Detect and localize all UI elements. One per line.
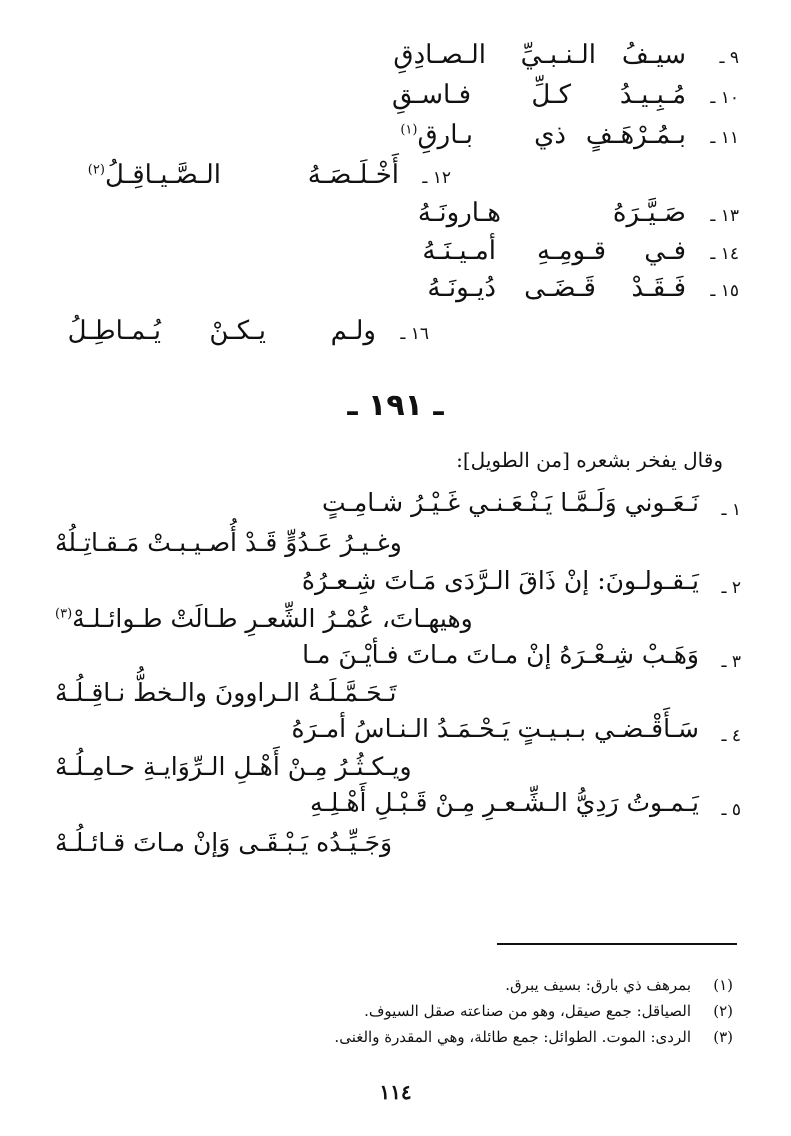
- poem-word: هـارونَـهُ: [417, 198, 501, 228]
- verse-second-hemistich: وَجَـيِّـدُه يَـبْـقَـى وَإنْ مـاتَ قـائـلُـهْ: [55, 828, 393, 857]
- poem-line: [0, 236, 791, 276]
- line-number: ١٢ ـ: [422, 168, 451, 188]
- poem-word: سيـفُ: [621, 40, 686, 70]
- verse-second-hemistich: وغـيـرُ عَـدُوٍّ قَـدْ أُصـيـبـتْ مَـقـاتِـلُهْ: [55, 528, 402, 557]
- poem-word: فـاسـقِ: [391, 80, 471, 110]
- verse-second-hemistich: تَـحَـمَّـلَـهُ الـراوونَ والـخطُّ نـاقِـلُـهْ: [55, 678, 397, 707]
- verse-first-hemistich: يَـمـوتُ رَدِيُّ الـشِّـعـرِ مِـنْ قَـبْـلِ أَهْـلِـهِ: [310, 788, 699, 817]
- poem-word: بـمُـرْهَـفٍ: [585, 120, 686, 150]
- footnote-text: بمرهف ذي بارق: بسيف يبرق.: [505, 976, 691, 994]
- footnote-number: (٢): [713, 1002, 733, 1020]
- poem-word: أَخْـلَـصَـهُ: [307, 160, 399, 190]
- verse-first-hemistich: نَـعَـوني وَلَـمَّـا يَـنْـعَـنـي غَـيْـرُ شـامِـتٍ: [321, 488, 699, 517]
- poem-word: ذي: [534, 120, 566, 150]
- poem-word: قـومِـهِ: [537, 236, 606, 266]
- verse-number: ٥ ـ: [721, 800, 741, 820]
- verse-number: ٣ ـ: [721, 652, 741, 672]
- poem-word: دُيـونَـهُ: [427, 273, 496, 303]
- poem-word: يُـمـاطِـلُ: [67, 316, 161, 346]
- poem-word: مُـبِـيـدُ: [619, 80, 686, 110]
- poem-word: الـنـبـيِّ: [520, 40, 596, 70]
- verse-number: ٢ ـ: [721, 578, 741, 598]
- line-number: ١٣ ـ: [710, 206, 739, 226]
- footnote-marker: (١): [400, 122, 418, 138]
- poem-word: الـصـادِقِ: [393, 40, 486, 70]
- footnote-separator: [497, 943, 737, 945]
- poem-word: أمـيـنَـهُ: [422, 236, 496, 266]
- verse-number: ١ ـ: [721, 500, 741, 520]
- footnote-number: (١): [713, 976, 733, 994]
- verse-second-hemistich: ويـكـثُـرُ مِـنْ أَهْـلِ الـرِّوَايـةِ حـامِـلُـهْ: [55, 752, 412, 781]
- page-number: ١١٤: [379, 1080, 412, 1104]
- poem-word: قَـضَـى: [524, 273, 596, 303]
- line-number: ١٦ ـ: [400, 324, 429, 344]
- poem-word: كـلِّ: [531, 80, 571, 110]
- poem-line: [0, 160, 791, 200]
- poem-word: فَـقَـدْ: [631, 273, 686, 303]
- line-number: ١٤ ـ: [710, 244, 739, 264]
- poem-line: [0, 316, 791, 356]
- section-number: ـ ١٩١ ـ: [347, 388, 444, 423]
- poem-word: بـارقِ$^{(١)}$: [400, 120, 473, 150]
- poem-line: [0, 80, 791, 120]
- poem-intro: وقال يفخر بشعره [من الطويل]:: [456, 448, 723, 472]
- footnote: [60, 976, 733, 998]
- footnote: [60, 1028, 733, 1050]
- poem-word: يـكـنْ: [209, 316, 266, 346]
- line-number: ١١ ـ: [710, 128, 739, 148]
- footnote-text: الردى: الموت. الطوائل: جمع طائلة، وهي المقدرة والغنى.: [334, 1028, 691, 1046]
- verse-first-hemistich: وَهَـبْ شِـعْـرَهُ إنْ مـاتَ مـاتَ فـأيْـنَ مـا: [302, 640, 699, 669]
- poem-line: [0, 273, 791, 313]
- poem-line: [0, 40, 791, 80]
- line-number: ٩ ـ: [719, 48, 739, 68]
- footnote-marker: (٢): [87, 162, 105, 178]
- verse-number: ٤ ـ: [721, 726, 741, 746]
- poem-word: فـي: [644, 236, 686, 266]
- line-number: ١٠ ـ: [710, 88, 739, 108]
- line-number: ١٥ ـ: [710, 281, 739, 301]
- footnote-marker: (٣): [55, 606, 73, 622]
- poem-word: صَـيَّـرَهُ: [612, 198, 686, 228]
- verse-first-hemistich: سَـأَقْـضـي بـبـيـتٍ يَـحْـمَـدُ الـنـاسُ أمـرَهُ: [291, 714, 699, 743]
- verse-second-hemistich: وهيهـاتَ، عُمْـرُ الشِّعـرِ طـالَتْ طـوائـلـهْ$^{(٣)}$: [55, 604, 473, 633]
- poem-word: الـصَّـيـاقِـلُ$^{(٢)}$: [87, 160, 221, 190]
- footnote-number: (٣): [713, 1028, 733, 1046]
- poem-line: [0, 198, 791, 238]
- footnote-text: الصياقل: جمع صيقل، وهو من صناعته صقل السيوف.: [364, 1002, 691, 1020]
- poem-line: [0, 120, 791, 160]
- verse-first-hemistich: يَـقـولـونَ: إنْ ذَاقَ الـرَّدَى مَـاتَ شِـعـرُهُ: [301, 566, 699, 595]
- footnote: [60, 1002, 733, 1024]
- poem-word: ولـم: [330, 316, 376, 346]
